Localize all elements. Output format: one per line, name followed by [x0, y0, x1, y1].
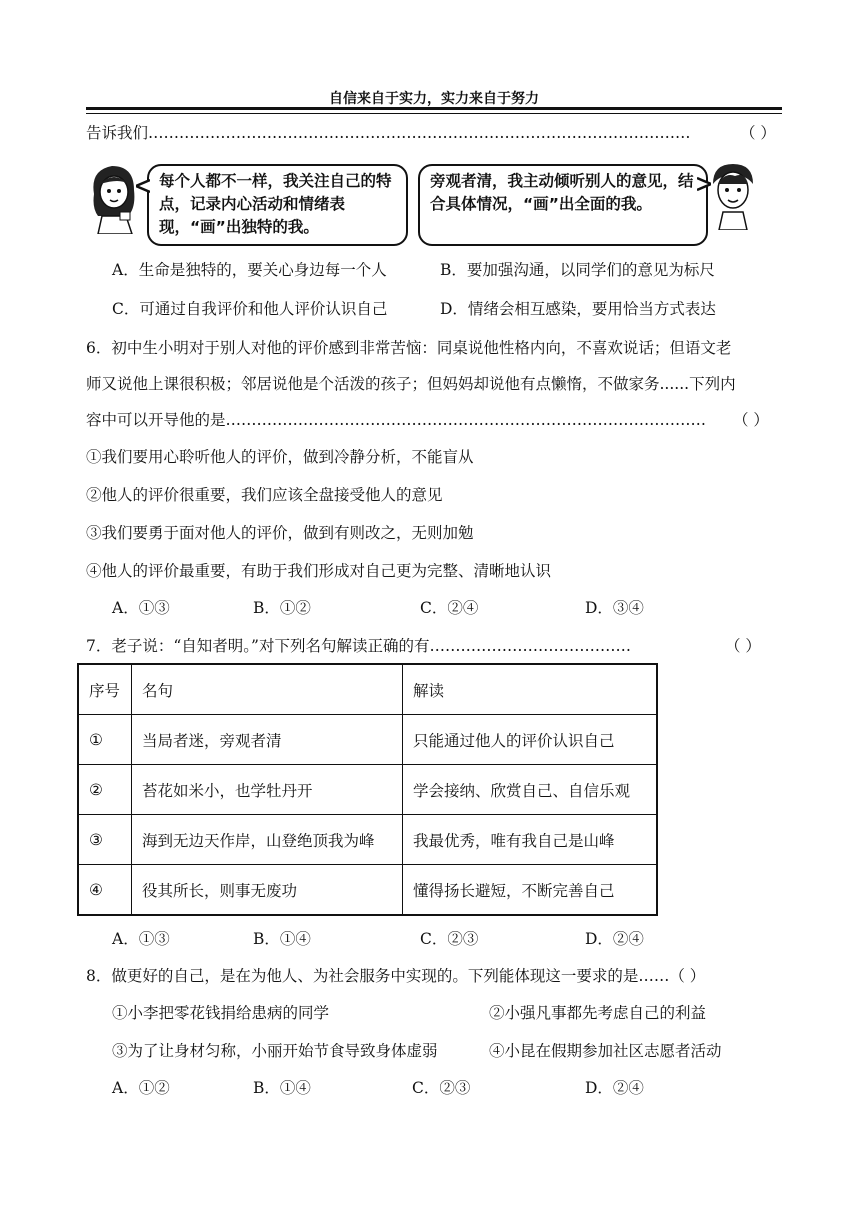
q7-option-a: A．①③: [112, 930, 170, 948]
q5-option-d: D．情绪会相互感染，要用恰当方式表达: [440, 300, 716, 318]
q5-stem: 告诉我们……………………………………………………………………………………………: [86, 124, 691, 142]
table-cell: ④: [78, 865, 132, 916]
table-cell: 我最优秀，唯有我自己是山峰: [403, 815, 658, 865]
q6-item-2: ②他人的评价很重要，我们应该全盘接受他人的意见: [86, 486, 443, 504]
q8-item-2: ②小强凡事都先考虑自己的利益: [489, 1004, 707, 1022]
q6-option-c: C．②④: [420, 599, 479, 617]
q6-stem-line1: 6．初中生小明对于别人对他的评价感到非常苦恼：同桌说他性格内向，不喜欢说话；但语文老: [86, 339, 732, 357]
q6-item-3: ③我们要勇于面对他人的评价，做到有则改之，无则加勉: [86, 524, 474, 542]
q6-stem-line2: 师又说他上课很积极；邻居说他是个活泼的孩子；但妈妈却说他有点懒惰，不做家务......下列内: [86, 375, 736, 393]
table-header-cell: 名句: [132, 664, 403, 715]
q7-option-b: B．①④: [253, 930, 311, 948]
table-row: [78, 765, 657, 815]
table-cell: 当局者迷，旁观者清: [132, 715, 403, 765]
table-header-cell: 解读: [403, 664, 658, 715]
q5-option-b: B．要加强沟通，以同学们的意见为标尺: [440, 261, 715, 279]
table-cell: 役其所长，则事无废功: [132, 865, 403, 916]
q7-stem: 7．老子说：“自知者明。”对下列名句解读正确的有…………………………………: [86, 637, 631, 655]
girl-cartoon-icon: [84, 160, 144, 234]
q8-item-4: ④小昆在假期参加社区志愿者活动: [489, 1042, 722, 1060]
q7-option-d: D．②④: [585, 930, 644, 948]
table-cell: ①: [78, 715, 132, 765]
q8-item-1: ①小李把零花钱捐给患病的同学: [112, 1004, 330, 1022]
q5-answer-paren: （ ）: [740, 124, 776, 142]
header-rule-thin: [86, 113, 782, 114]
q6-option-d: D．③④: [585, 599, 644, 617]
q6-option-b: B．①②: [253, 599, 311, 617]
boy-cartoon-icon: [705, 158, 761, 230]
q6-stem-line3: 容中可以开导他的是…………………………………………………………………………………: [86, 411, 707, 429]
q8-option-d: D．②④: [585, 1079, 644, 1097]
table-cell: ③: [78, 815, 132, 865]
table-header-row: [78, 664, 657, 715]
q6-option-a: A．①③: [112, 599, 170, 617]
q5-option-c: C．可通过自我评价和他人评价认识自己: [112, 300, 388, 318]
q6-item-4: ④他人的评价最重要，有助于我们形成对自己更为完整、清晰地认识: [86, 562, 552, 580]
header-rule-thick: [86, 107, 782, 110]
q8-option-c: C．②③: [412, 1079, 471, 1097]
q8-option-a: A．①②: [112, 1079, 170, 1097]
q5-option-a: A．生命是独特的，要关心身边每一个人: [112, 261, 387, 279]
q8-item-3: ③为了让身材匀称，小丽开始节食导致身体虚弱: [112, 1042, 438, 1060]
table-row: [78, 815, 657, 865]
q7-answer-paren: （ ）: [725, 637, 761, 655]
q8-option-b: B．①④: [253, 1079, 311, 1097]
table-cell: ②: [78, 765, 132, 815]
table-cell: 海到无边天作岸，山登绝顶我为峰: [132, 815, 403, 865]
speech-bubble-left: [147, 164, 408, 246]
q8-stem: 8．做更好的自己，是在为他人、为社会服务中实现的。下列能体现这一要求的是……（ ）: [86, 967, 706, 985]
speech-bubble-right-text: 旁观者清，我主动倾听别人的意见，结合具体情况，“画”出全面的我。: [430, 172, 694, 213]
speech-bubble-right: [418, 164, 708, 246]
q7-option-c: C．②③: [420, 930, 479, 948]
table-cell: 懂得扬长避短，不断完善自己: [403, 865, 658, 916]
page-header-title: 自信来自于实力，实力来自于努力: [329, 91, 539, 107]
speech-bubble-left-tail: [136, 178, 150, 194]
q6-answer-paren: （ ）: [733, 411, 769, 429]
table-cell: 只能通过他人的评价认识自己: [403, 715, 658, 765]
table-header-cell: 序号: [78, 664, 132, 715]
q7-table: [77, 663, 658, 916]
speech-bubble-left-text: 每个人都不一样，我关注自己的特点，记录内心活动和情绪表现，“画”出独特的我。: [159, 172, 392, 236]
table-cell: 苔花如米小，也学牡丹开: [132, 765, 403, 815]
table-cell: 学会接纳、欣赏自己、自信乐观: [403, 765, 658, 815]
q6-item-1: ①我们要用心聆听他人的评价，做到冷静分析，不能盲从: [86, 448, 474, 466]
table-row: [78, 865, 657, 916]
table-row: [78, 715, 657, 765]
